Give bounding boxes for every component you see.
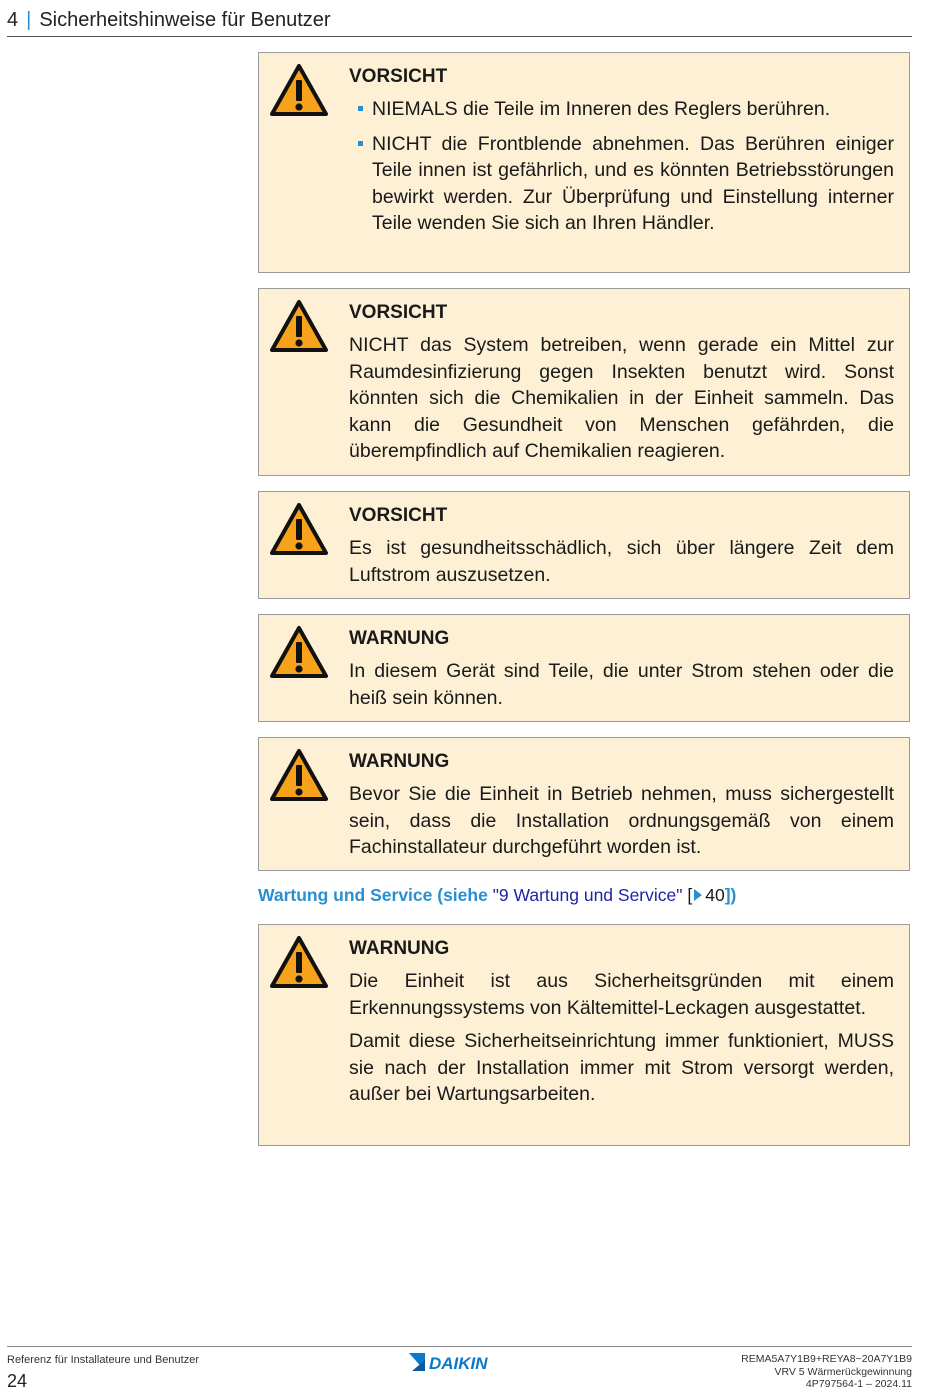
daikin-logo xyxy=(409,1351,513,1373)
bracket-open: [ xyxy=(682,885,693,905)
header-separator: | xyxy=(26,9,32,31)
footer-product: VRV 5 Wärmerückgewinnung xyxy=(774,1365,912,1378)
caution-box-1 xyxy=(258,52,910,273)
footer-model: REMA5A7Y1B9+REYA8~20A7Y1B9 xyxy=(741,1353,912,1365)
box-title: VORSICHT xyxy=(349,302,448,323)
box-paragraph: Bevor Sie die Einheit in Betrieb nehmen, muss sichergestellt sein, dass die Installation ordnungsgemäß von einem Fachinstallateur durchgeführt worden ist. xyxy=(349,783,894,858)
box-paragraph: Es ist gesundheitsschädlich, sich über längere Zeit dem Luftstrom auszusetzen. xyxy=(349,537,894,586)
chapter-title: Sicherheitshinweise für Benutzer xyxy=(39,9,331,31)
warning-triangle-icon xyxy=(269,625,329,679)
warning-box-2 xyxy=(258,737,910,871)
page-ref-arrow-icon xyxy=(694,889,702,901)
box-paragraph: In diesem Gerät sind Teile, die unter Strom stehen oder die heiß sein können. xyxy=(349,660,894,709)
warning-triangle-icon xyxy=(269,502,329,556)
warning-triangle-icon xyxy=(269,63,329,117)
bracket-close: ]) xyxy=(724,885,737,905)
bullet-list xyxy=(349,96,894,237)
section-link[interactable]: "9 Wartung und Service" xyxy=(492,885,683,905)
list-item-text: NICHT die Frontblende abnehmen. Das Berühren einiger Teile innen ist gefährlich, und es könnten Betriebsstörungen bewirkt werden. Zur Überprüfung und Einstellung interner Teile wenden Sie sich an Ihren Händler. xyxy=(372,132,894,234)
caution-box-3 xyxy=(258,491,910,599)
box-title: WARNUNG xyxy=(349,628,450,649)
warning-box-1 xyxy=(258,614,910,722)
footer-page-number: 24 xyxy=(7,1371,28,1391)
box-title: VORSICHT xyxy=(349,66,448,87)
caution-box-2 xyxy=(258,288,910,476)
footer-doc-type: Referenz für Installateure und Benutzer xyxy=(7,1354,200,1366)
list-item-text: NIEMALS die Teile im Inneren des Reglers berühren. xyxy=(372,98,831,120)
section-heading-text: Wartung und Service (siehe xyxy=(258,885,493,905)
box-paragraph: NICHT das System betreiben, wenn gerade ein Mittel zur Raumdesinfizierung gegen Insekten benutzt wird. Sonst könnten sich die Chemikalien in der Einheit sammeln. Das kann die Gesundheit von Menschen gefährden, die überempfindlich auf Chemikalien reagieren. xyxy=(349,334,894,462)
chapter-number: 4 xyxy=(7,9,19,31)
page-ref[interactable]: 40 xyxy=(705,885,725,905)
page-header xyxy=(7,6,912,37)
warning-triangle-icon xyxy=(269,299,329,353)
box-paragraph: Die Einheit ist aus Sicherheitsgründen mit einem Erkennungssystems von Kältemittel-Leckagen ausgestattet. xyxy=(349,970,894,1019)
footer-rule xyxy=(7,1346,912,1347)
section-heading xyxy=(258,885,736,906)
list-item xyxy=(349,96,894,123)
box-paragraph: Damit diese Sicherheitseinrichtung immer funktioniert, MUSS sie nach der Installation immer mit Strom versorgt werden, außer bei Wartungsarbeiten. xyxy=(349,1030,894,1105)
warning-box-3 xyxy=(258,924,910,1146)
footer-meta xyxy=(741,1353,912,1391)
bullet-marker xyxy=(358,106,363,111)
list-item xyxy=(349,131,894,237)
box-title: VORSICHT xyxy=(349,505,448,526)
box-title: WARNUNG xyxy=(349,751,450,772)
logo-wordmark: DAIKIN xyxy=(429,1354,488,1373)
warning-triangle-icon xyxy=(269,935,329,989)
bullet-marker xyxy=(358,141,363,146)
warning-triangle-icon xyxy=(269,748,329,802)
box-title: WARNUNG xyxy=(349,938,450,959)
footer-doc-id: 4P797564-1 – 2024.11 xyxy=(805,1378,912,1390)
